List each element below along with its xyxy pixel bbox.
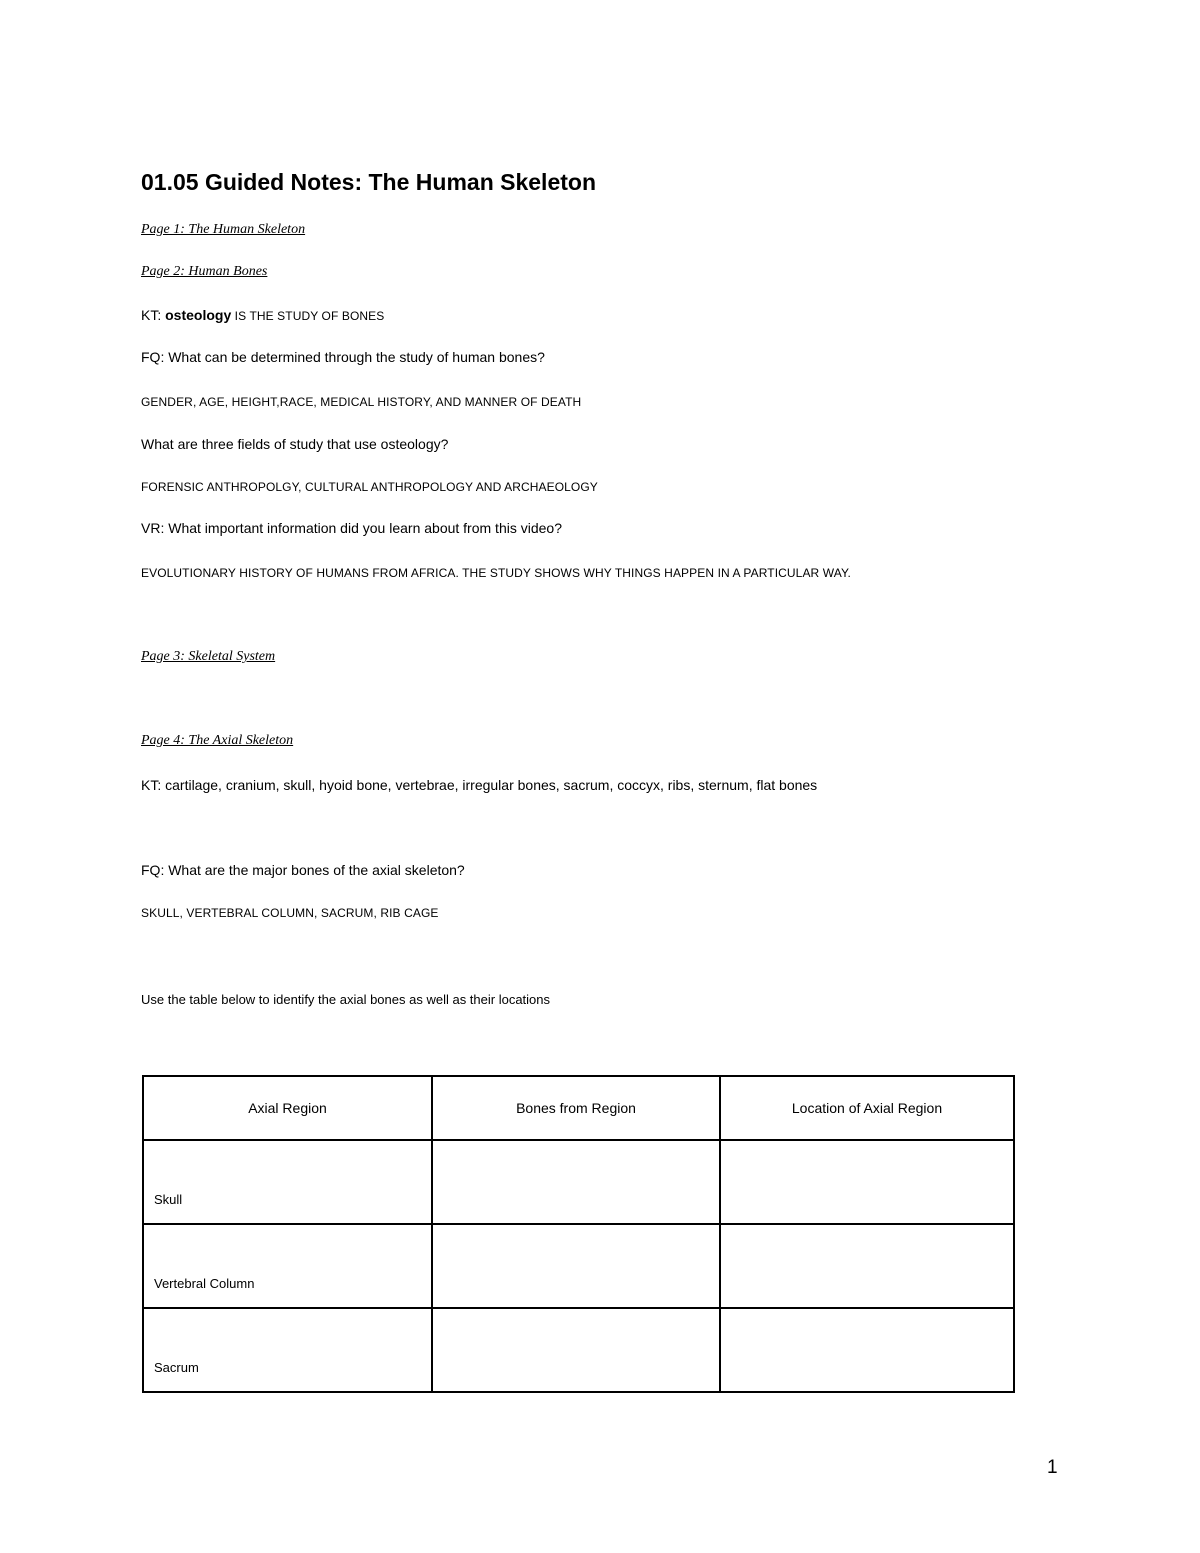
axial-regions-table [142,1075,1015,1393]
kt-label: KT: [141,307,166,323]
fields-of-study-question: What are three fields of study that use osteology? [141,436,449,452]
vr-question: VR: What important information did you learn about from this video? [141,520,562,536]
table-header-row [143,1076,1014,1140]
vr-answer: EVOLUTIONARY HISTORY OF HUMANS FROM AFRICA. THE STUDY SHOWS WHY THINGS HAPPEN IN A PARTICULAR WAY. [141,566,851,580]
kt-term-osteology: osteology [165,307,232,323]
fq-axial-question: FQ: What are the major bones of the axial skeleton? [141,862,465,878]
page-3-heading: Page 3: Skeletal System [141,649,276,664]
region-cell: Sacrum [143,1308,432,1392]
header-bones-from-region: Bones from Region [432,1076,720,1140]
bones-cell[interactable] [432,1224,720,1308]
bones-cell[interactable] [432,1308,720,1392]
location-cell[interactable] [720,1308,1014,1392]
fq-human-bones-question: FQ: What can be determined through the study of human bones? [141,349,545,365]
fields-of-study-answer: FORENSIC ANTHROPOLGY, CULTURAL ANTHROPOLOGY AND ARCHAEOLOGY [141,480,598,494]
header-axial-region: Axial Region [143,1076,432,1140]
page-number: 1 [1047,1457,1058,1478]
bones-cell[interactable] [432,1140,720,1224]
region-cell: Skull [143,1140,432,1224]
kt-axial-terms: KT: cartilage, cranium, skull, hyoid bone, vertebrae, irregular bones, sacrum, coccyx, ribs, sternum, flat bones [141,777,818,793]
fq-human-bones-answer: GENDER, AGE, HEIGHT,RACE, MEDICAL HISTORY, AND MANNER OF DEATH [141,395,582,409]
page-1-heading: Page 1: The Human Skeleton [141,222,306,237]
page-4-heading: Page 4: The Axial Skeleton [141,733,294,748]
table-row [143,1308,1014,1392]
kt-osteology-answer: IS THE STUDY OF BONES [231,309,385,323]
kt-osteology-line [141,307,384,325]
region-cell: Vertebral Column [143,1224,432,1308]
table-row [143,1140,1014,1224]
header-location-of-axial-region: Location of Axial Region [720,1076,1014,1140]
location-cell[interactable] [720,1140,1014,1224]
table-row [143,1224,1014,1308]
document-title: 01.05 Guided Notes: The Human Skeleton [141,169,596,195]
fq-axial-answer: SKULL, VERTEBRAL COLUMN, SACRUM, RIB CAGE [141,906,439,920]
page-2-heading: Page 2: Human Bones [141,264,268,279]
location-cell[interactable] [720,1224,1014,1308]
table-instruction: Use the table below to identify the axial bones as well as their locations [141,992,551,1007]
